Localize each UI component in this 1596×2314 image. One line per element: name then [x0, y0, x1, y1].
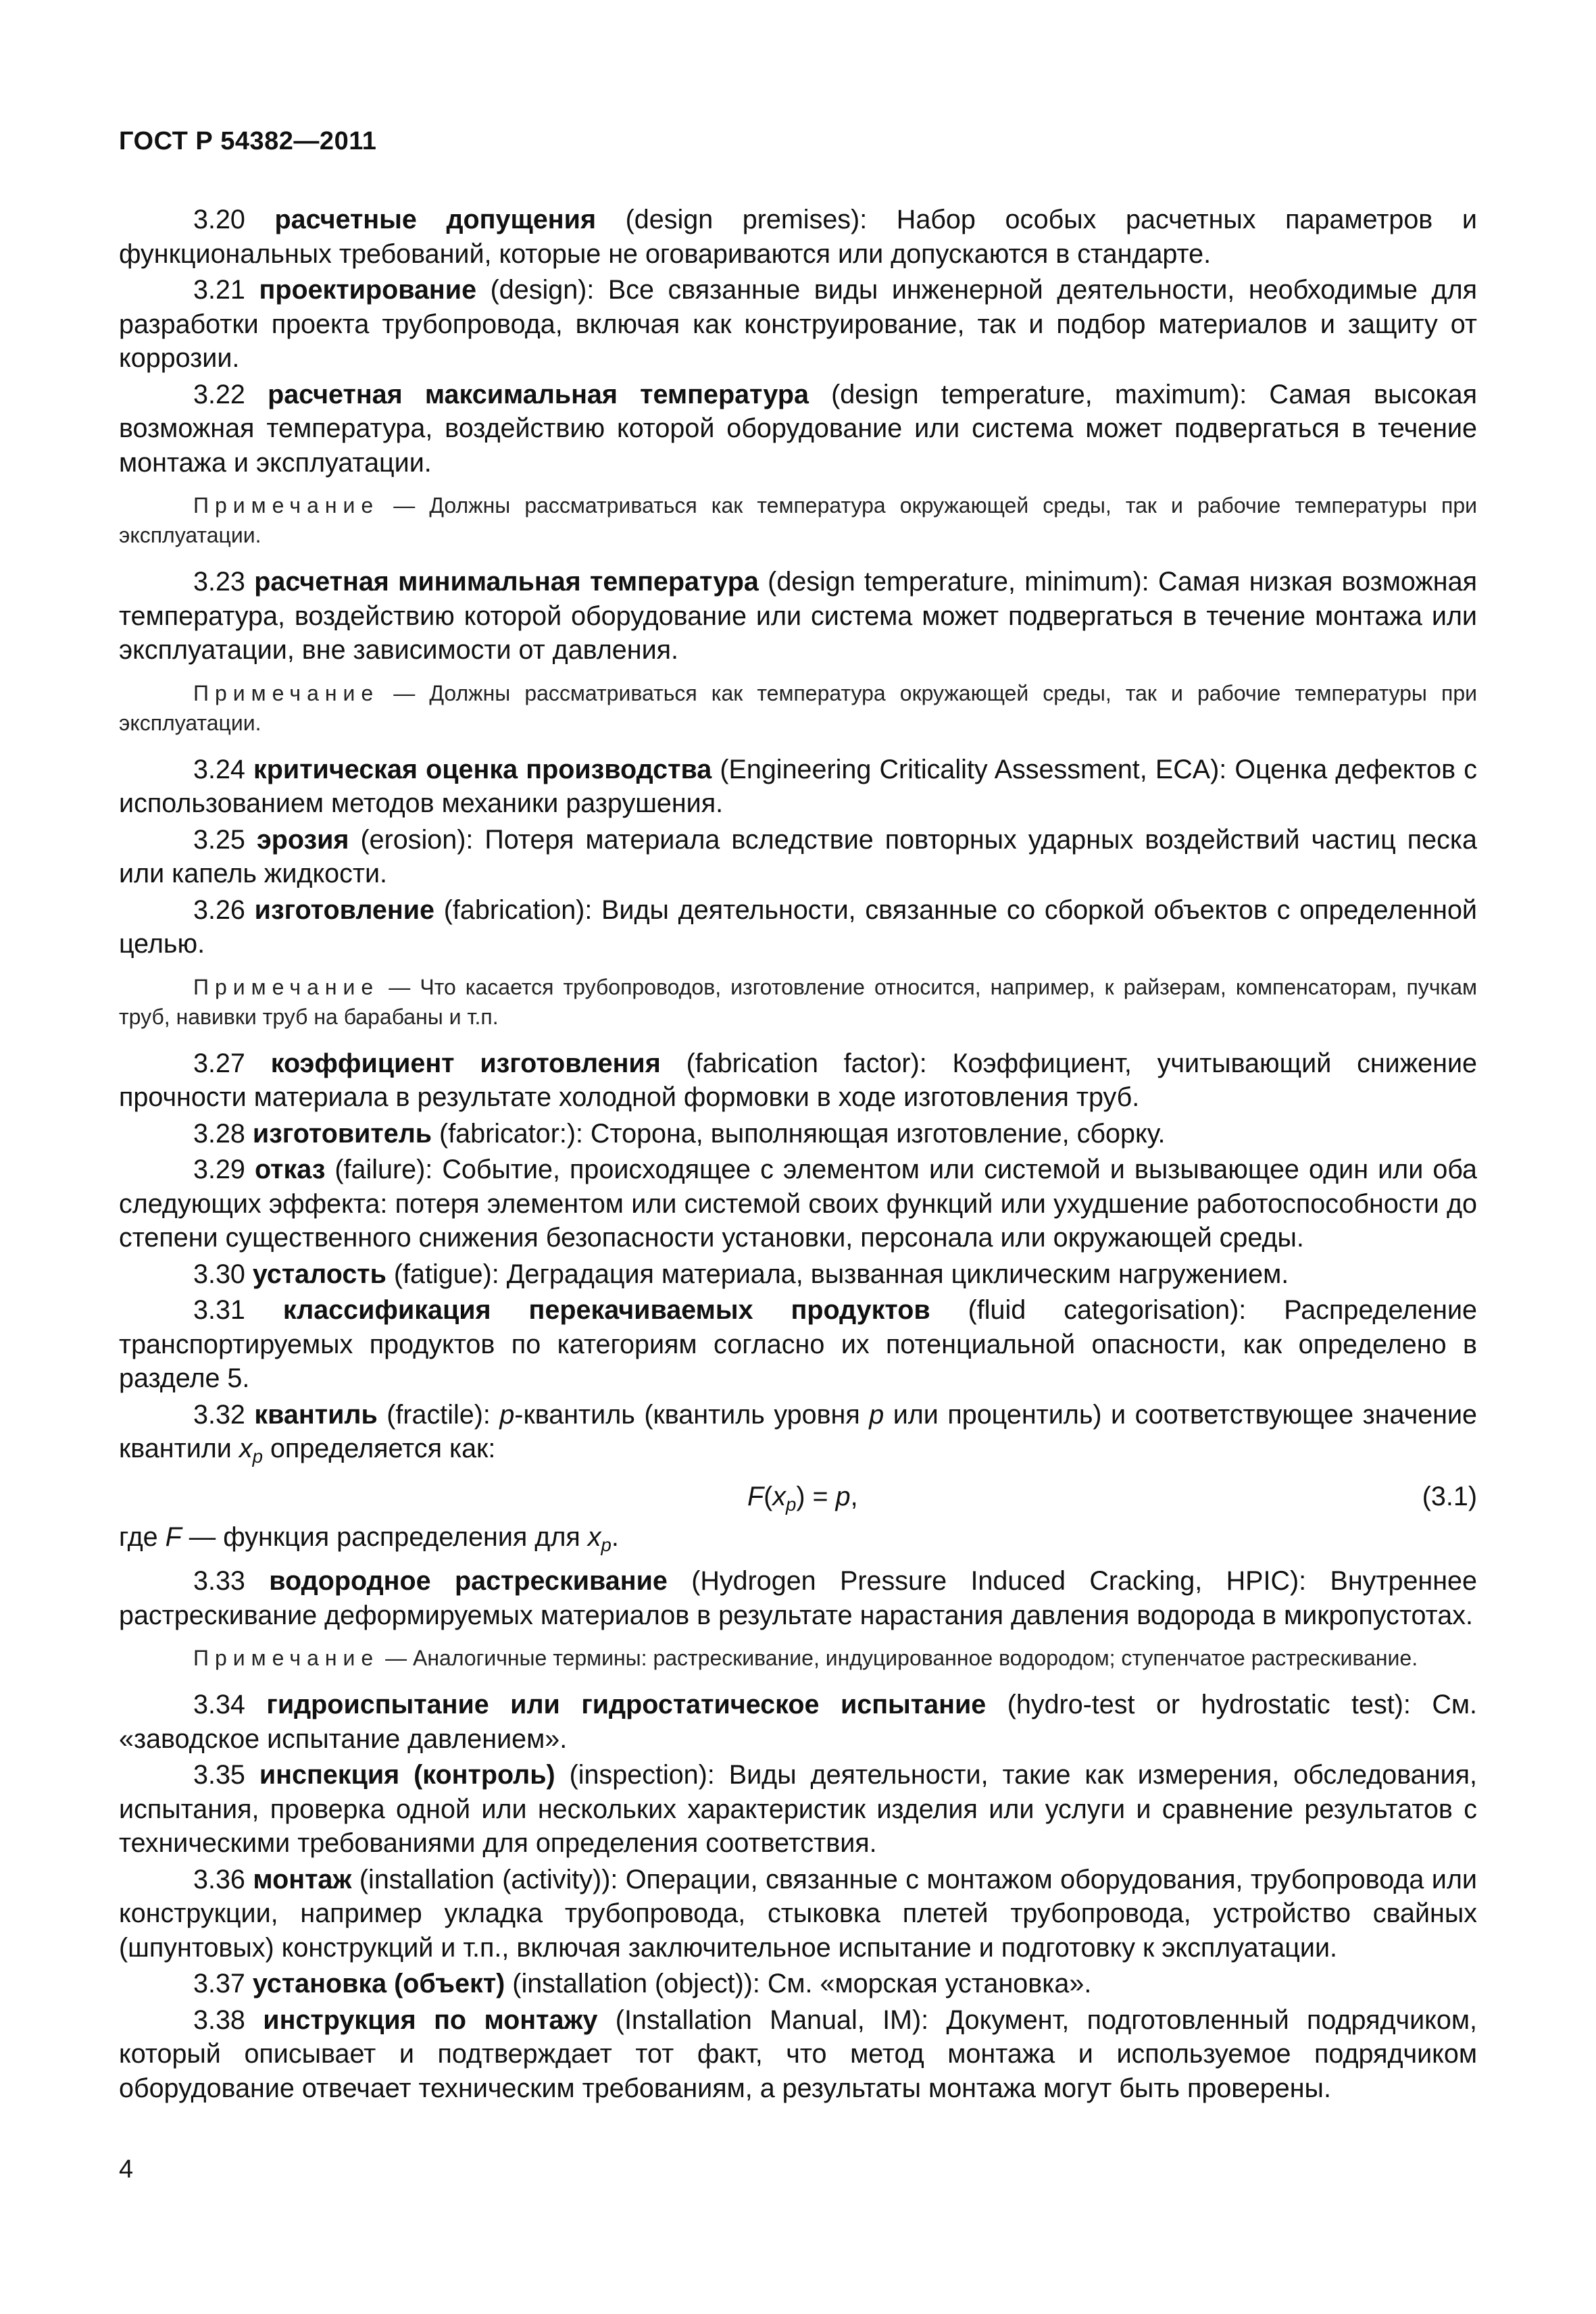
definition-paragraph — [119, 273, 1477, 376]
note-text: — Что касается трубопроводов, изготовление относится, например, к райзерам, компенсаторам, пучкам труб, навивки труб на барабаны и т.п. — [119, 974, 1478, 1029]
definition-text: (Engineering Criticality Assessment, ECA): Оценка дефектов с использованием методов механики разрушения. — [119, 754, 1477, 818]
formula-3-1 — [119, 1480, 1477, 1517]
note-label: Примечание — [193, 1646, 380, 1670]
clause-number: 3.20 — [193, 205, 245, 234]
term: расчетная минимальная температура — [254, 567, 759, 597]
definition-text: определяется как: — [262, 1434, 496, 1463]
math-subscript: p — [601, 1534, 612, 1555]
document-body — [119, 203, 1477, 2107]
definition-paragraph — [119, 1398, 1477, 1474]
definition-text: -квантиль (квантиль уровня — [514, 1399, 870, 1430]
math-symbol: , — [850, 1481, 858, 1511]
clause-number: 3.38 — [193, 2005, 245, 2035]
math-variable: p — [835, 1481, 851, 1511]
term: монтаж — [253, 1864, 352, 1894]
math-subscript: p — [786, 1493, 797, 1515]
definition-text: или процентиль) и соответствующее значение квантили — [119, 1399, 1478, 1463]
term: усталость — [252, 1259, 386, 1289]
definition-paragraph — [119, 893, 1477, 961]
definition-text: (erosion): Потеря материала вследствие повторных ударных воздействий частиц песка или капель жидкости. — [119, 824, 1477, 888]
clause-number: 3.27 — [193, 1048, 245, 1078]
math-variable: F — [165, 1521, 182, 1552]
page-number: 4 — [119, 2155, 134, 2184]
definition-text: (design temperature, maximum): Самая высокая возможная температура, воздействию которой оборудование или система может подвергаться в течение монтажа и эксплуатации. — [119, 379, 1478, 478]
definition-paragraph — [119, 753, 1477, 821]
definition-text: (fabricator:): Сторона, выполняющая изготовление, сборку. — [432, 1118, 1166, 1149]
document-header: ГОСТ Р 54382—2011 — [119, 127, 377, 155]
definition-text: (fabrication): Виды деятельности, связанные со сборкой объектов с определенной целью. — [119, 895, 1477, 959]
term: инспекция (контроль) — [259, 1760, 555, 1790]
definition-text: (design): Все связанные виды инженерной деятельности, необходимые для разработки проекта трубопровода, включая как конструирование, так и подбор материалов и защиту от коррозии. — [119, 275, 1478, 373]
definition-paragraph — [119, 1293, 1477, 1396]
definition-paragraph — [119, 2003, 1477, 2106]
clause-number: 3.29 — [193, 1155, 245, 1184]
definition-text: (fatigue): Деградация материала, вызванная циклическим нагружением. — [386, 1259, 1289, 1289]
definition-paragraph — [119, 823, 1477, 891]
term: расчетная максимальная температура — [268, 379, 809, 409]
math-variable: x — [239, 1434, 253, 1463]
note-label: Примечание — [193, 974, 380, 999]
explanation-text: где — [119, 1521, 166, 1552]
term: проектирование — [259, 275, 477, 305]
clause-number: 3.32 — [193, 1399, 245, 1430]
clause-number: 3.31 — [193, 1295, 245, 1325]
formula-explanation — [119, 1520, 1477, 1563]
definition-paragraph — [119, 1863, 1477, 1965]
definition-text: (fractile): — [377, 1399, 500, 1430]
definition-text: (Hydrogen Pressure Induced Cracking, HPIC): Внутреннее растрескивание деформируемых материалов в результате нарастания давления водорода в микропустотах. — [119, 1566, 1477, 1630]
clause-number: 3.33 — [193, 1566, 245, 1596]
clause-number: 3.23 — [193, 567, 245, 597]
definition-paragraph — [119, 1153, 1477, 1255]
note-label: Примечание — [193, 680, 380, 705]
term: коэффициент изготовления — [270, 1048, 661, 1078]
clause-number: 3.24 — [193, 754, 245, 784]
definition-paragraph — [119, 1688, 1477, 1756]
formula-number: (3.1) — [1422, 1481, 1477, 1511]
note-text: — Должны рассматриваться как температура окружающей среды, так и рабочие температуры при эксплуатации. — [119, 493, 1478, 547]
term: квантиль — [254, 1399, 378, 1430]
clause-number: 3.34 — [193, 1690, 245, 1719]
definition-paragraph — [119, 1758, 1477, 1861]
math-variable: x — [587, 1521, 601, 1552]
definition-paragraph — [119, 1564, 1477, 1632]
clause-number: 3.26 — [193, 895, 245, 925]
note — [119, 678, 1477, 738]
math-variable: p — [869, 1399, 884, 1430]
definition-text: (Installation Manual, IM): Документ, подготовленный подрядчиком, который описывает и подтверждает тот факт, что метод монтажа и используемое подрядчиком оборудование отвечает техническим требованиям, а результаты монтажа могут быть проверены. — [119, 2005, 1477, 2103]
term: гидроиспытание или гидростатическое испытание — [266, 1690, 987, 1719]
term: расчетные допущения — [274, 205, 596, 234]
definition-text: (inspection): Виды деятельности, такие как измерения, обследования, испытания, проверка одной или нескольких характеристик изделия или услуги и сравнение результатов с техническими требованиями для определения соответствия. — [119, 1760, 1477, 1858]
term: критическая оценка производства — [253, 754, 712, 784]
explanation-text: . — [611, 1521, 619, 1552]
clause-number: 3.22 — [193, 379, 245, 409]
term: отказ — [254, 1155, 326, 1184]
note-text: — Аналогичные термины: растрескивание, индуцированное водородом; ступенчатое растрескивание. — [385, 1646, 1418, 1670]
term: эрозия — [256, 824, 349, 855]
definition-text: (design premises): Набор особых расчетных параметров и функциональных требований, которые не оговариваются или допускаются в стандарте. — [119, 205, 1477, 269]
note — [119, 491, 1477, 550]
clause-number: 3.35 — [193, 1760, 245, 1790]
clause-number: 3.37 — [193, 1969, 245, 1998]
definition-paragraph — [119, 378, 1477, 480]
clause-number: 3.28 — [193, 1118, 245, 1149]
definition-paragraph — [119, 1967, 1477, 2001]
math-symbol: ( — [764, 1481, 773, 1511]
definition-paragraph — [119, 1257, 1477, 1292]
math-variable: p — [499, 1399, 515, 1430]
definition-text: (installation (object)): См. «морская установка». — [505, 1969, 1092, 1998]
term: водородное растрескивание — [269, 1566, 668, 1596]
note-text: — Должны рассматриваться как температура окружающей среды, так и рабочие температуры при эксплуатации. — [119, 680, 1478, 735]
definition-paragraph — [119, 565, 1477, 668]
clause-number: 3.25 — [193, 824, 245, 855]
definition-text: (installation (activity)): Операции, связанные с монтажом оборудования, трубопровода или конструкции, например укладка трубопровода, стыковка плетей трубопровода, устройство свайных (шпунтовых) конструкций и т.п., включая заключительное испытание и подготовку к эксплуатации. — [119, 1864, 1477, 1963]
definition-paragraph — [119, 1047, 1477, 1115]
math-variable: x — [772, 1481, 787, 1511]
math-variable: F — [747, 1481, 764, 1511]
term: изготовитель — [252, 1118, 432, 1149]
clause-number: 3.30 — [193, 1259, 245, 1289]
definition-paragraph — [119, 203, 1477, 271]
clause-number: 3.21 — [193, 275, 245, 305]
note — [119, 972, 1477, 1032]
math-symbol: ) = — [796, 1481, 836, 1511]
note-label: Примечание — [193, 493, 380, 518]
definition-text: (fabrication factor): Коэффициент, учитывающий снижение прочности материала в результате холодной формовки в ходе изготовления труб. — [119, 1048, 1477, 1112]
formula-expression — [747, 1480, 858, 1522]
definition-text: (design temperature, minimum): Самая низкая возможная температура, воздействию которой оборудование или система может подвергаться в течение монтажа или эксплуатации, вне зависимости от давления. — [119, 567, 1477, 665]
note — [119, 1643, 1477, 1673]
definition-text: (fluid categorisation): Распределение транспортируемых продуктов по категориям согласно их потенциальной опасности, как определено в разделе 5. — [119, 1295, 1477, 1393]
term: классификация перекачиваемых продуктов — [282, 1295, 930, 1325]
term: инструкция по монтажу — [263, 2005, 598, 2035]
definition-text: (hydro-test or hydrostatic test): См. «заводское испытание давлением». — [119, 1690, 1477, 1754]
term: установка (объект) — [252, 1969, 505, 1998]
explanation-text: — функция распределения для — [181, 1521, 588, 1552]
term: изготовление — [254, 895, 435, 925]
definition-paragraph — [119, 1117, 1477, 1151]
definition-text: (failure): Событие, происходящее с элементом или системой и вызывающее один или оба следующих эффекта: потеря элементом или системой своих функций или ухудшение работоспособности до степени существенного снижения безопасности установки, персонала или окружающей среды. — [119, 1155, 1477, 1253]
clause-number: 3.36 — [193, 1864, 245, 1894]
math-subscript: p — [252, 1446, 263, 1467]
